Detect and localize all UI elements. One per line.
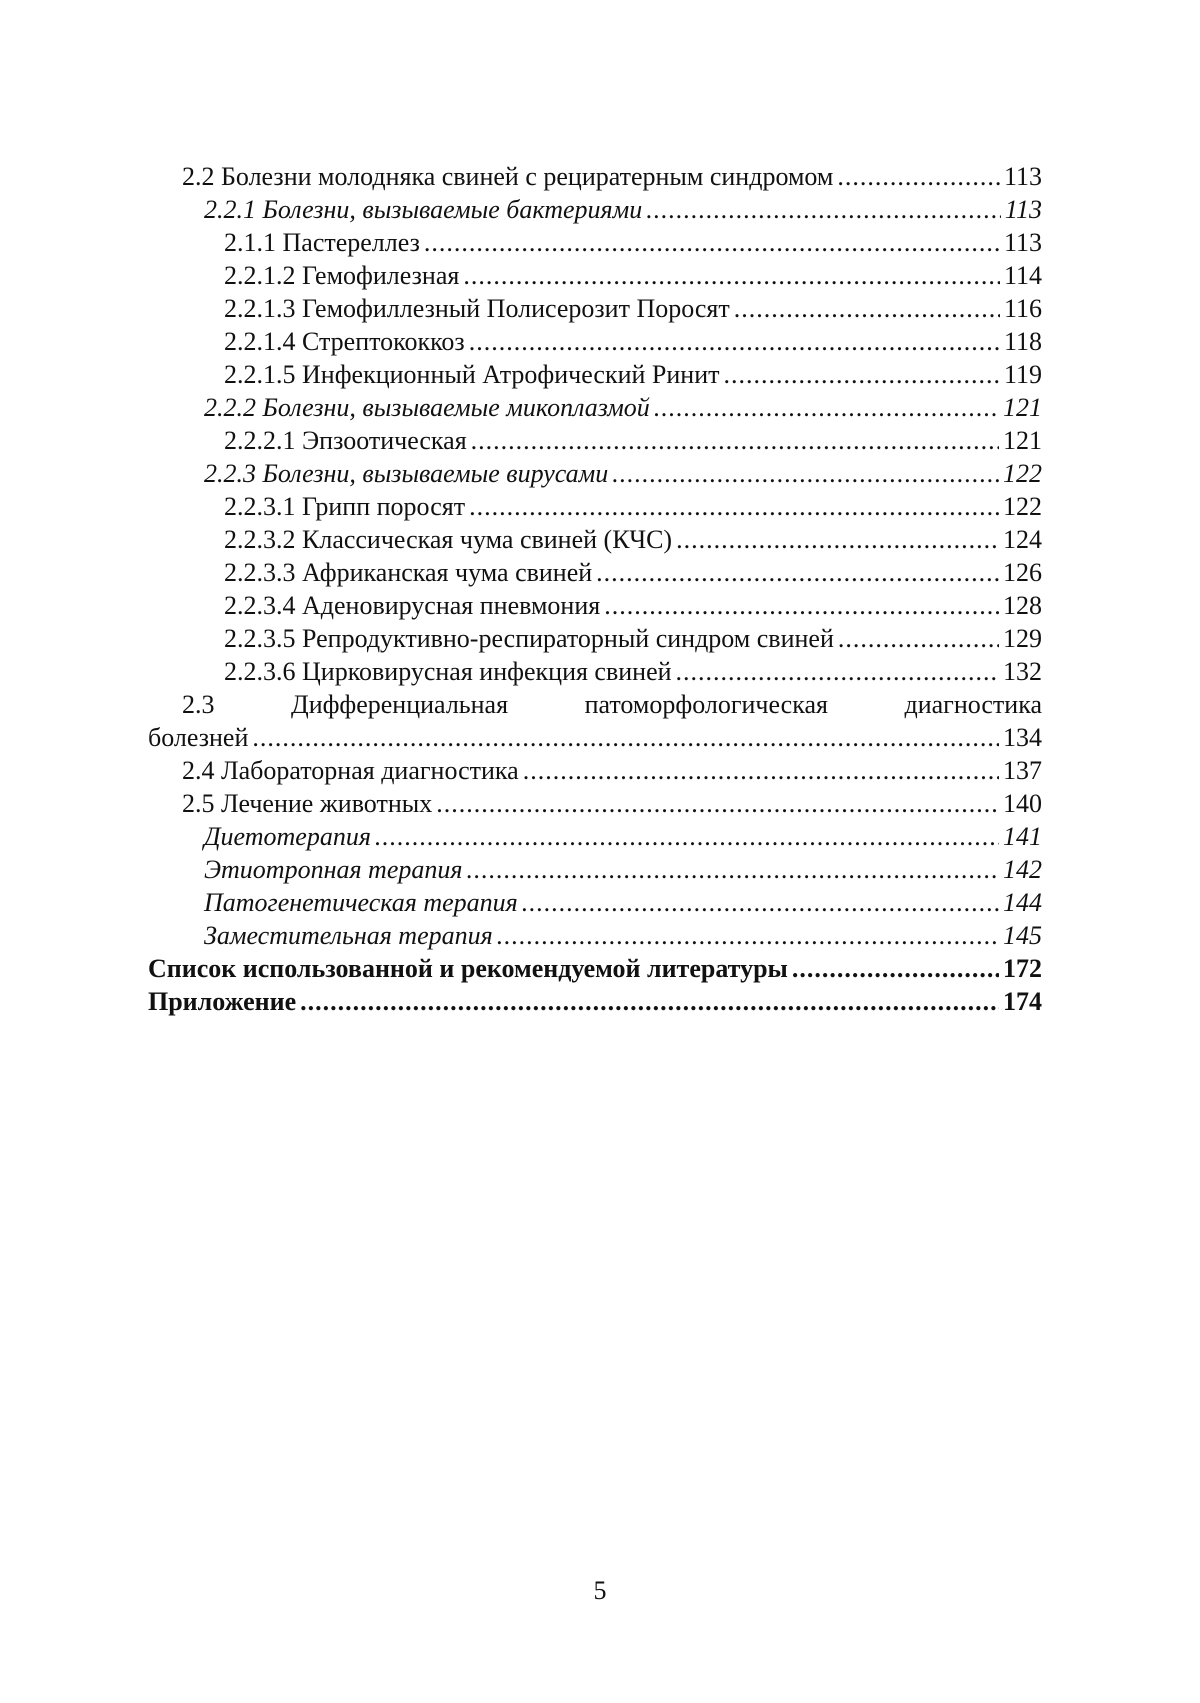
dot-leader bbox=[252, 721, 999, 754]
toc-entry-title: Приложение bbox=[148, 987, 297, 1016]
toc-entry-page: 129 bbox=[1003, 624, 1042, 653]
toc-entry-page: 113 bbox=[1004, 195, 1042, 224]
toc-entry-page: 124 bbox=[1003, 525, 1042, 554]
toc-entry-word: Дифференциальная bbox=[291, 690, 509, 719]
toc-entry-title: болезней bbox=[148, 723, 249, 752]
toc-entry-title: 2.2.3.3 Африканская чума свиней bbox=[224, 558, 593, 587]
toc-entry-page: 144 bbox=[1003, 888, 1042, 917]
toc-entry-title: 2.2.3.5 Репродуктивно-респираторный синдром свиней bbox=[224, 624, 834, 653]
toc-entry-word: диагностика bbox=[904, 690, 1042, 719]
toc-entry-title: Заместительная терапия bbox=[204, 921, 493, 950]
toc-entry bbox=[162, 160, 1042, 193]
toc-entry-page: 114 bbox=[1003, 261, 1042, 290]
toc-entry-title: 2.2.1.5 Инфекционный Атрофический Ринит bbox=[224, 360, 720, 389]
dot-leader bbox=[522, 886, 999, 919]
dot-leader bbox=[676, 523, 999, 556]
toc-entry-title: 2.2.3.6 Цирковирусная инфекция свиней bbox=[224, 657, 672, 686]
toc-entry-page: 126 bbox=[1003, 558, 1042, 587]
toc-entry bbox=[162, 556, 1042, 589]
toc-entry bbox=[162, 424, 1042, 457]
dot-leader bbox=[676, 655, 999, 688]
dot-leader bbox=[734, 292, 1000, 325]
toc-entry bbox=[162, 325, 1042, 358]
toc-entry bbox=[162, 292, 1042, 325]
dot-leader bbox=[596, 556, 999, 589]
toc-entry-page: 134 bbox=[1003, 723, 1042, 752]
toc-entry-page: 113 bbox=[1003, 228, 1042, 257]
toc-entry-page: 137 bbox=[1003, 756, 1042, 785]
toc-entry-page: 128 bbox=[1003, 591, 1042, 620]
toc-entry-title: Патогенетическая терапия bbox=[204, 888, 518, 917]
toc-entry bbox=[148, 952, 1042, 985]
toc-entry bbox=[162, 523, 1042, 556]
toc-entry bbox=[162, 655, 1042, 688]
toc-entry-title: Этиотропная терапия bbox=[204, 855, 463, 884]
table-of-contents bbox=[148, 160, 1042, 1018]
dot-leader bbox=[792, 952, 999, 985]
toc-entry bbox=[148, 985, 1042, 1018]
toc-entry-title: 2.4 Лабораторная диагностика bbox=[182, 756, 519, 785]
toc-entries-top bbox=[162, 160, 1042, 688]
toc-entry-title: 2.5 Лечение животных bbox=[182, 789, 433, 818]
toc-entry-page: 118 bbox=[1003, 327, 1042, 356]
toc-entry bbox=[162, 457, 1042, 490]
toc-entry-page: 145 bbox=[1003, 921, 1042, 950]
toc-entry bbox=[162, 754, 1042, 787]
toc-entry bbox=[162, 787, 1042, 820]
dot-leader bbox=[375, 820, 999, 853]
toc-entry-title: 2.2.1.2 Гемофилезная bbox=[224, 261, 460, 290]
toc-entry bbox=[162, 820, 1042, 853]
dot-leader bbox=[724, 358, 1000, 391]
toc-entry-title: 2.2.3.1 Грипп поросят bbox=[224, 492, 466, 521]
toc-entry-page: 116 bbox=[1003, 294, 1042, 323]
toc-entry-page: 174 bbox=[1003, 987, 1042, 1016]
toc-entry-page: 122 bbox=[1003, 492, 1042, 521]
dot-leader bbox=[424, 226, 1000, 259]
toc-entry bbox=[162, 193, 1042, 226]
toc-entry bbox=[162, 358, 1042, 391]
toc-entry-page: 141 bbox=[1003, 822, 1042, 851]
toc-entry-page: 121 bbox=[1003, 393, 1042, 422]
toc-entry-page: 119 bbox=[1003, 360, 1042, 389]
toc-entry-title: 2.2.1.4 Стрептококкоз bbox=[224, 327, 465, 356]
dot-leader bbox=[523, 754, 999, 787]
page-number: 5 bbox=[593, 1576, 607, 1605]
toc-entry bbox=[162, 853, 1042, 886]
dot-leader bbox=[654, 391, 999, 424]
toc-entry-title: 2.1.1 Пастереллез bbox=[224, 228, 420, 257]
dot-leader bbox=[300, 985, 999, 1018]
dot-leader bbox=[646, 193, 1001, 226]
toc-entry-title: 2.2.3.4 Аденовирусная пневмония bbox=[224, 591, 601, 620]
toc-entry bbox=[162, 589, 1042, 622]
toc-entry-title: 2.2.2 Болезни, вызываемые микоплазмой bbox=[204, 393, 650, 422]
dot-leader bbox=[471, 424, 999, 457]
dot-leader bbox=[463, 259, 1000, 292]
toc-entry bbox=[162, 919, 1042, 952]
toc-entry-title: 2.2.3.2 Классическая чума свиней (КЧС) bbox=[224, 525, 673, 554]
toc-entry-page: 122 bbox=[1003, 459, 1042, 488]
toc-entry-title: Диетотерапия bbox=[204, 822, 371, 851]
toc-entry-title: 2.2.1.3 Гемофиллезный Полисерозит Поросят bbox=[224, 294, 730, 323]
toc-entry-page: 121 bbox=[1003, 426, 1042, 455]
toc-entry-wrapped-first-line bbox=[162, 688, 1042, 721]
toc-entry-title: 2.2.3 Болезни, вызываемые вирусами bbox=[204, 459, 609, 488]
toc-entry-title: 2.2.1 Болезни, вызываемые бактериями bbox=[204, 195, 643, 224]
dot-leader bbox=[469, 490, 999, 523]
toc-entry-wrapped-second-line bbox=[148, 721, 1042, 754]
toc-entry-page: 140 bbox=[1003, 789, 1042, 818]
dot-leader bbox=[604, 589, 999, 622]
toc-entry-title: 2.2 Болезни молодняка свиней с рециратерным синдромом bbox=[182, 162, 834, 191]
toc-entry bbox=[162, 391, 1042, 424]
toc-entry bbox=[162, 259, 1042, 292]
dot-leader bbox=[497, 919, 999, 952]
toc-entry bbox=[162, 886, 1042, 919]
dot-leader bbox=[466, 853, 999, 886]
toc-entry-page: 172 bbox=[1003, 954, 1042, 983]
dot-leader bbox=[469, 325, 1000, 358]
toc-entry-page: 132 bbox=[1003, 657, 1042, 686]
toc-entry-page: 113 bbox=[1003, 162, 1042, 191]
dot-leader bbox=[837, 160, 1000, 193]
dot-leader bbox=[612, 457, 999, 490]
toc-entries-bottom bbox=[148, 754, 1042, 1018]
dot-leader bbox=[838, 622, 999, 655]
toc-entry-word: 2.3 bbox=[182, 690, 215, 719]
toc-entry-title: 2.2.2.1 Эпзоотическая bbox=[224, 426, 467, 455]
toc-entry-title: Список использованной и рекомендуемой литературы bbox=[148, 954, 788, 983]
toc-entry-page: 142 bbox=[1003, 855, 1042, 884]
toc-entry bbox=[162, 490, 1042, 523]
toc-entry bbox=[162, 622, 1042, 655]
toc-entry bbox=[162, 226, 1042, 259]
dot-leader bbox=[436, 787, 999, 820]
toc-entry-word: патоморфологическая bbox=[584, 690, 828, 719]
